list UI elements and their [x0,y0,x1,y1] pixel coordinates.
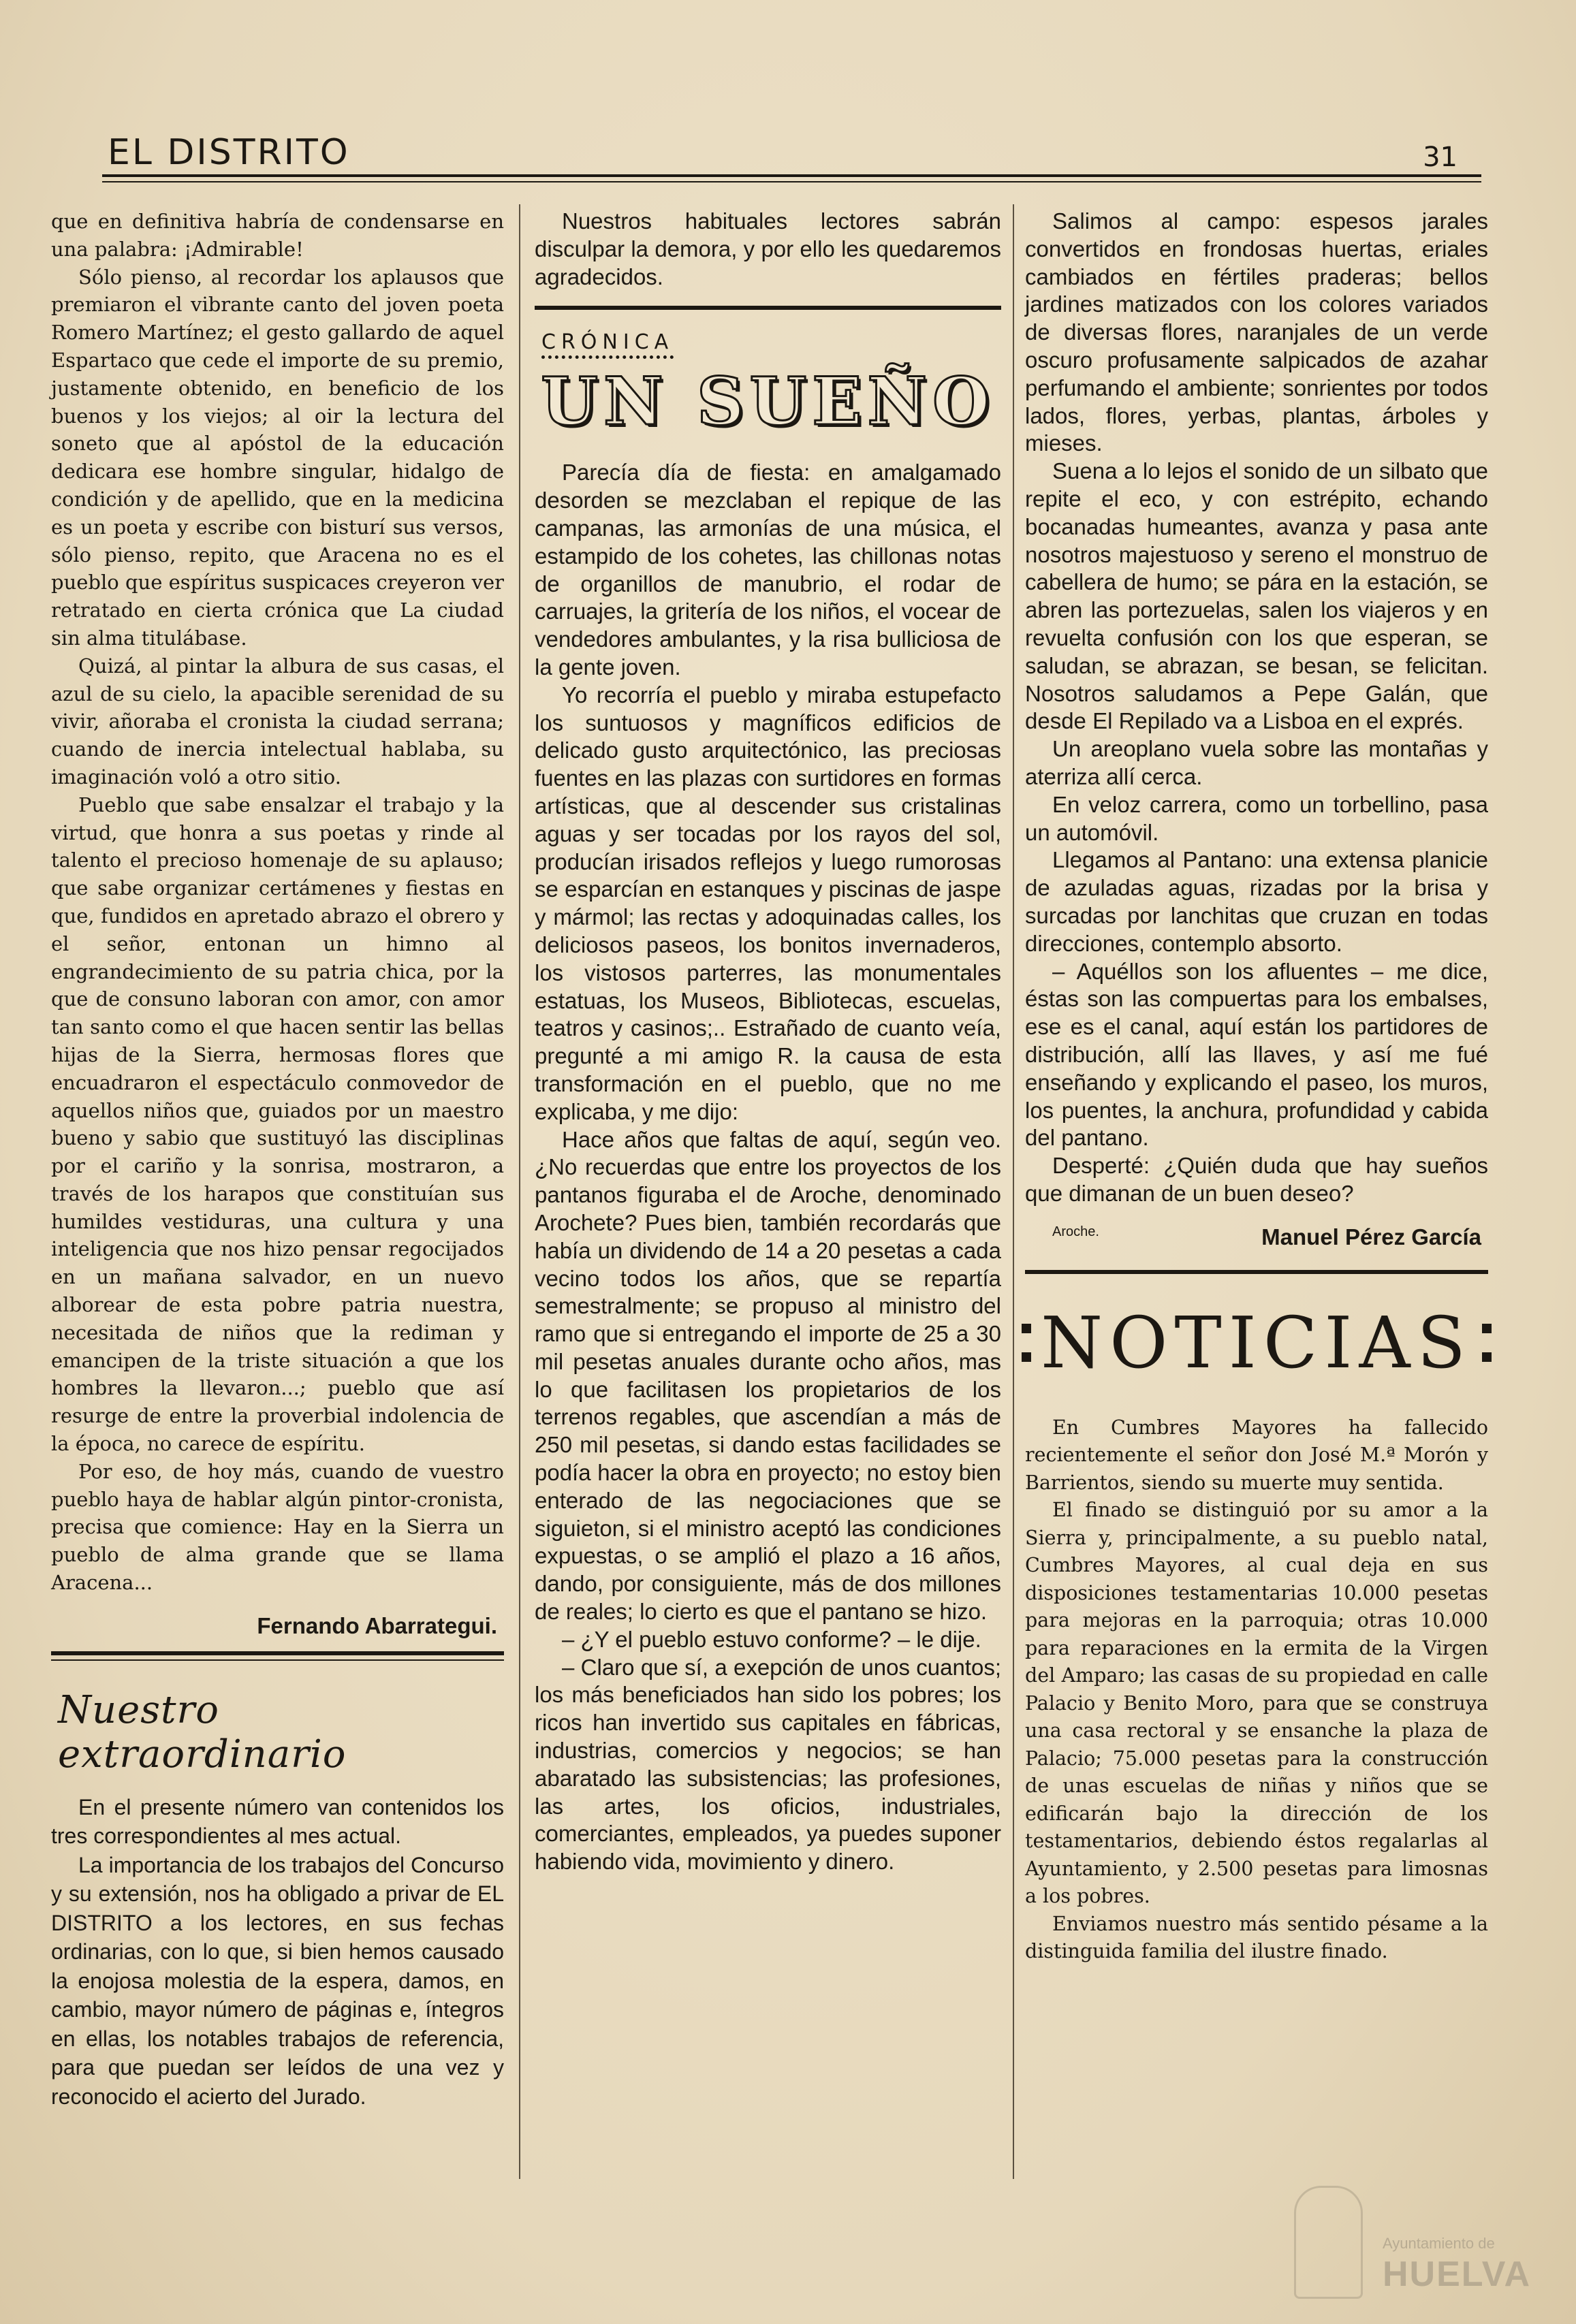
article-paragraph: Pueblo que sabe ensalzar el trabajo y la virtud, que honra a sus poetas y rinde al talento el precioso homenaje de su aplauso; que sabe organizar certámenes y fiestas en que, fundidos en apretado abrazo el obrero y el señor, entonan un himno al engrandecimiento de su patria chica, por la que de consuno laboran con amor, con amor tan santo como el que hacen sentir las bellas hijas de la Sierra, hermosas flores que encuadraron el espectáculo conmovedor de aquellos niños que, guiados por un maestro bueno y sabio que sustituyó las disciplinas por el cariño y la sonrisa, mostraron, a través de los harapos que constituían sus humildes vestiduras, una cultura y una inteligencia que nos hizo pensar regocijados en un mañana salvador, en un nuevo alborear de esta pobre patria nuestra, necesitada de niños que la rediman y emancipen de la triste situación a que los hombres la llevaron...; pueblo que así resurge de entre la proverbial indolencia de la época, no carece de espíritu. [51,793,504,1456]
article-paragraph: Quizá, al pintar la albura de sus casas, el azul de su cielo, la apacible serenidad de su vivir, añoraba el cronista la ciudad serrana; cuando de inercia intelectual hablaba, su imaginación voló a otro sitio. [51,654,504,789]
column-2 [535,208,1001,1876]
extraordinario-paragraph: Nuestros habituales lectores sabrán disculpar la demora, y por ello les quedaremos agradecidos. [535,208,1001,289]
column-divider [519,204,520,2179]
noticias-heading [1025,1301,1488,1384]
page-number: 31 [1423,142,1457,173]
cronica-body [535,459,1001,1876]
extraordinario-paragraph: En el presente número van contenidos los tres correspondientes al mes actual. [51,1794,504,1849]
cronica-author: Manuel Pérez García [1261,1224,1481,1249]
cronica-paragraph: – ¿Y el pueblo estuvo conforme? – le dije. [562,1626,981,1652]
article-paragraph: Por eso, de hoy más, cuando de vuestro pueblo haya de hablar algún pintor-cronista, precisa que comience: Hay en la Sierra un pueblo de alma grande que se llama Aracena... [51,1459,504,1595]
section-rule-thin [51,1659,504,1661]
newspaper-title: EL DISTRITO [108,132,350,173]
title-ornament [1482,1305,1492,1381]
article-paragraph: que en definitiva habría de condensarse en una palabra: ¡Admirable! [51,210,504,261]
article-paragraph: Sólo pienso, al recordar los aplausos que premiaron el vibrante canto del joven poeta Romero Martínez; el gesto gallardo de aquel Espartaco que cede el importe de su premio, justamente obtenido, en beneficio de los buenos y los viejos; al oir la lectura del soneto que al apóstol de la educación dedicara ese hombre singular, hidalgo de condición y de apellido, que en la medicina es un poeta y escribe con bisturí sus versos, sólo pienso, repito, que Aracena no es el pueblo que espíritus suspicaces creyeron ver retratado en cierta crónica que La ciudad sin alma titulábase. [51,265,504,650]
page-header [102,123,1481,184]
column-divider [1013,204,1014,2179]
cronica-kicker: CRÓNICA [541,330,674,359]
extraordinario-continued [535,208,1001,291]
title-ornament [1022,1305,1031,1381]
cronica-continued [1025,208,1488,1208]
cronica-place: Aroche. [1052,1224,1099,1239]
section-rule [51,1651,504,1655]
noticias-title: NOTICIAS [1041,1301,1472,1384]
cronica-title: UN SUEÑO [541,363,995,441]
watermark-line1: Ayuntamiento de [1383,2235,1495,2252]
extraordinario-paragraph: La importancia de los trabajos del Concurso y su extensión, nos ha obligado a privar de EL DISTRITO a los lectores, en sus fechas ordinarias, con lo que, si bien hemos causado la enojosa molestia de la espera, damos, en cambio, mayor número de páginas e, íntegros en ellas, los notables trabajos de referencia, para que puedan ser leídos de una vez y reconocido el acierto del Jurado. [51,1852,504,2109]
watermark-line2: HUELVA [1383,2255,1532,2294]
article-aracena [51,208,504,1597]
cronica-paragraph: Hace años que faltas de aquí, según veo. ¿No recuerdas que entre los proyectos de los pantanos figuraba el de Aroche, denominado Arochete? Pues bien, también recordarás que había un dividendo de 14 a 20 pesetas a cada vecino todos los años, que se repartía semestralmente; se propuso al ministro del ramo que si entregando el importe de 25 a 30 mil pesetas anuales durante ocho años, mas lo que facilitasen los propietarios de los terrenos regables, que ascendían a más de 250 mil pesetas, si dando estas facilidades se podía hacer la obra en proyecto; no estoy bien enterado de las negociaciones que se siguieton, si el ministro aceptó las condiciones expuestas, o se amplió el plazo a 16 años, dando, por consiguiente, más de dos millones de reales; lo cierto es que el pantano se hizo. [535,1126,1001,1625]
cronica-paragraph: Yo recorría el pueblo y miraba estupefacto los suntuosos y magníficos edificios de delicado gusto arquitectónico, las preciosas fuentes en las plazas con surtidores en formas artísticas, que al descender sus cristalinas aguas y ser tocadas por los rayos del sol, producían irisados reflejos y luego rumorosas se esparcían en estanques y piscinas de jaspe y mármol; las rectas y adoquinadas calles, los deliciosos paseos, los bonitos invernaderos, los vistosos parterres, las monumentales estatuas, los Museos, Bibliotecas, escuelas, teatros y casinos;.. Estrañado de cuanto veía, pregunté a mi amigo R. la causa de esta transformación en el pueblo, que no me explicaba, y me dijo: [535,682,1001,1124]
header-rule [102,174,1481,177]
cronica-paragraph: Suena a lo lejos el sonido de un silbato que repite el eco, y con estrépito, echando bocanadas humeantes, avanza y pasa ante nosotros majestuoso y sereno el monstruo de cabellera de humo; se pára en la estación, se abren las portezuelas, salen los viajeros y en revuelta confusión con los que esperan, se saludan, se abrazan, se besan, se felicitan. Nosotros saludamos a Pepe Galán, que desde El Repilado va a Lisboa en el exprés. [1025,458,1488,734]
article-author: Fernando Abarrategui. [257,1612,497,1638]
header-rule-thin [102,181,1481,182]
cronica-paragraph: Desperté: ¿Quién duda que hay sueños que dimanan de un buen deseo? [1025,1153,1488,1206]
cronica-paragraph: En veloz carrera, como un torbellino, pasa un automóvil. [1025,791,1488,845]
noticias-paragraph: Enviamos nuestro más sentido pésame a la distinguida familia del ilustre finado. [1025,1912,1488,1963]
section-rule [1025,1270,1488,1274]
cronica-body-continued [1025,208,1488,1208]
column-1 [51,208,504,2111]
column-3 [1025,208,1488,1966]
extraordinario-title: Nuestro extraordinario [58,1687,347,1777]
coat-of-arms-watermark-icon [1294,2186,1363,2299]
cronica-paragraph: Un areoplano vuela sobre las montañas y aterriza allí cerca. [1025,736,1488,789]
cronica-paragraph: – Aquéllos son los afluentes – me dice, éstas son las compuertas para los embalses, ese es el canal, aquí están los partidores de distribución, allí las llaves, y así me fué enseñando y explicando el paseo, los muros, los puentes, la anchura, profundidad y cabida del pantano. [1025,958,1488,1151]
cronica-paragraph: Llegamos al Pantano: una extensa planicie de azuladas aguas, rizadas por la brisa y surcadas por lanchitas que cruzan en todas direcciones, contemplo absorto. [1025,847,1488,956]
extraordinario-body [51,1793,504,2112]
noticias-paragraph: El finado se distinguió por su amor a la Sierra y, principalmente, a su pueblo natal, Cumbres Mayores, al cual deja en sus disposiciones testamentarias 10.000 pesetas para mejoras en la parroquia; otras 10.000 para reparaciones en la ermita de la Virgen del Amparo; las casas de su propiedad en calle Palacio y Benito Moro, para que se construya una casa rectoral y se ensanche la plaza de Palacio; 75.000 pesetas para la construcción de unas escuelas de niñas y niños que se edificarán bajo la dirección de los testamentarios, debiendo éstos regalarlas al Ayuntamiento, y 2.500 pesetas para limosnas a los pobres. [1025,1499,1488,1908]
cronica-paragraph: Parecía día de fiesta: en amalgamado desorden se mezclaban el repique de las campanas, las armonías de una música, el estampido de los cohetes, las chillonas notas de organillos de manubrio, el rodar de carruajes, la gritería de los niños, el vocear de vendedores ambulantes, y la risa bulliciosa de la gente joven. [535,460,1001,680]
noticias-paragraph: En Cumbres Mayores ha fallecido recientemente el señor don José M.ª Morón y Barrientos, siendo su muerte muy sentida. [1025,1416,1488,1494]
noticias-body [1025,1414,1488,1966]
section-rule [535,306,1001,310]
cronica-paragraph: Salimos al campo: espesos jarales convertidos en frondosas huertas, eriales cambiados en fértiles praderas; bellos jardines matizados con los colores variados de diversas flores, naranjales de un verde oscuro profusamente salpicados de azahar perfumando el ambiente; sonrientes por todos lados, flores, yerbas, plantas, árboles y mieses. [1025,208,1488,456]
cronica-paragraph: – Claro que sí, a exepción de unos cuantos; los más beneficiados han sido los pobres; los ricos han invertido sus capitales en fábricas, industrias, comercios y negocios; se han abaratado las subsistencias; las profesiones, las artes, los oficios, industriales, comerciantes, empleados, ya puedes suponer habiendo vida, movimiento y dinero. [535,1654,1001,1875]
noticias-section [1025,1414,1488,1966]
